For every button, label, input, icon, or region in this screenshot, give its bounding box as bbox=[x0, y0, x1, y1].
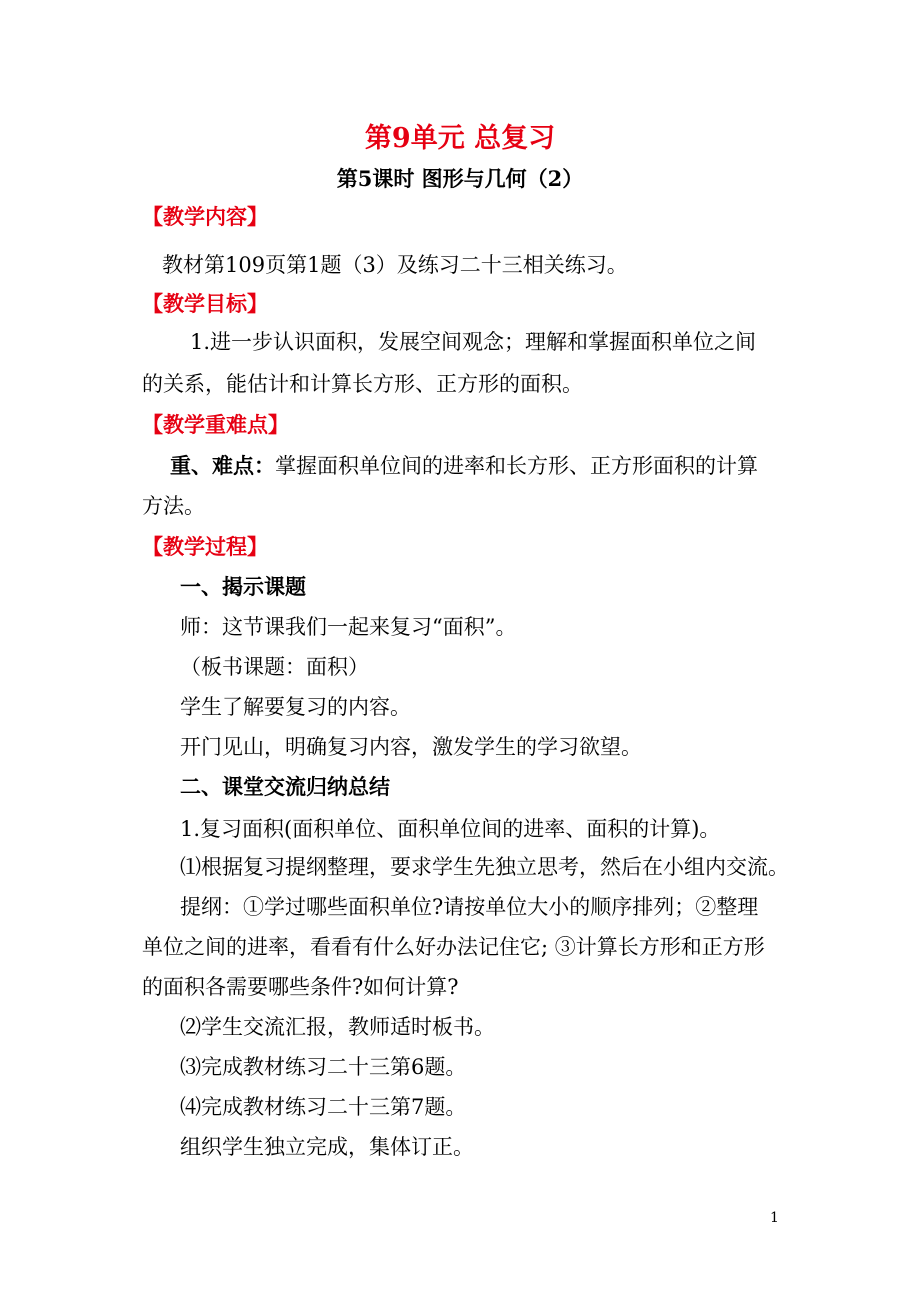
step1-line: （板书课题：面积） bbox=[180, 655, 369, 679]
key-text: 掌握面积单位间的进率和长方形、正方形面积的计算 bbox=[275, 454, 758, 478]
step1-heading: 一、揭示课题 bbox=[180, 574, 306, 599]
key-heading: 【教学重难点】 bbox=[142, 412, 289, 437]
step1-line: 学生了解要复习的内容。 bbox=[180, 695, 411, 719]
outline-line-2: 单位之间的进率，看看有什么好办法记住它; ③计算长方形和正方形 bbox=[142, 935, 765, 959]
step2-line-1: 1.复习面积(面积单位、面积单位间的进率、面积的计算)。 bbox=[180, 817, 721, 841]
lesson-subtitle: 第5课时 图形与几何（2） bbox=[336, 166, 584, 191]
step2-line-6: 组织学生独立完成，集体订正。 bbox=[180, 1135, 474, 1159]
goals-line-2: 的关系，能估计和计算长方形、正方形的面积。 bbox=[142, 372, 583, 396]
key-line-2: 方法。 bbox=[142, 494, 205, 518]
outline-line-3: 的面积各需要哪些条件?如何计算? bbox=[142, 975, 459, 999]
key-label: 重、难点： bbox=[170, 453, 275, 478]
goals-line-1: 1.进一步认识面积，发展空间观念；理解和掌握面积单位之间 bbox=[190, 330, 757, 354]
process-heading: 【教学过程】 bbox=[142, 534, 268, 559]
step2-line-4: ⑶完成教材练习二十三第6题。 bbox=[180, 1055, 467, 1079]
content-heading: 【教学内容】 bbox=[142, 204, 268, 229]
unit-title: 第9单元 总复习 bbox=[364, 123, 556, 154]
step2-line-2: ⑴根据复习提纲整理，要求学生先独立思考，然后在小组内交流。 bbox=[180, 855, 789, 879]
content-text: 教材第109页第1题（3）及练习二十三相关练习。 bbox=[162, 253, 628, 277]
key-line-1 bbox=[170, 452, 758, 480]
step1-line: 师：这节课我们一起来复习“面积”。 bbox=[180, 615, 517, 639]
step2-line-5: ⑷完成教材练习二十三第7题。 bbox=[180, 1095, 467, 1119]
step2-line-3: ⑵学生交流汇报，教师适时板书。 bbox=[180, 1015, 495, 1039]
step2-heading: 二、课堂交流归纳总结 bbox=[180, 774, 390, 799]
goals-heading: 【教学目标】 bbox=[142, 291, 268, 316]
outline-line-1: 提纲：①学过哪些面积单位?请按单位大小的顺序排列；②整理 bbox=[180, 895, 759, 919]
page-number: 1 bbox=[770, 1210, 779, 1226]
step1-line: 开门见山，明确复习内容，激发学生的学习欲望。 bbox=[180, 735, 642, 759]
